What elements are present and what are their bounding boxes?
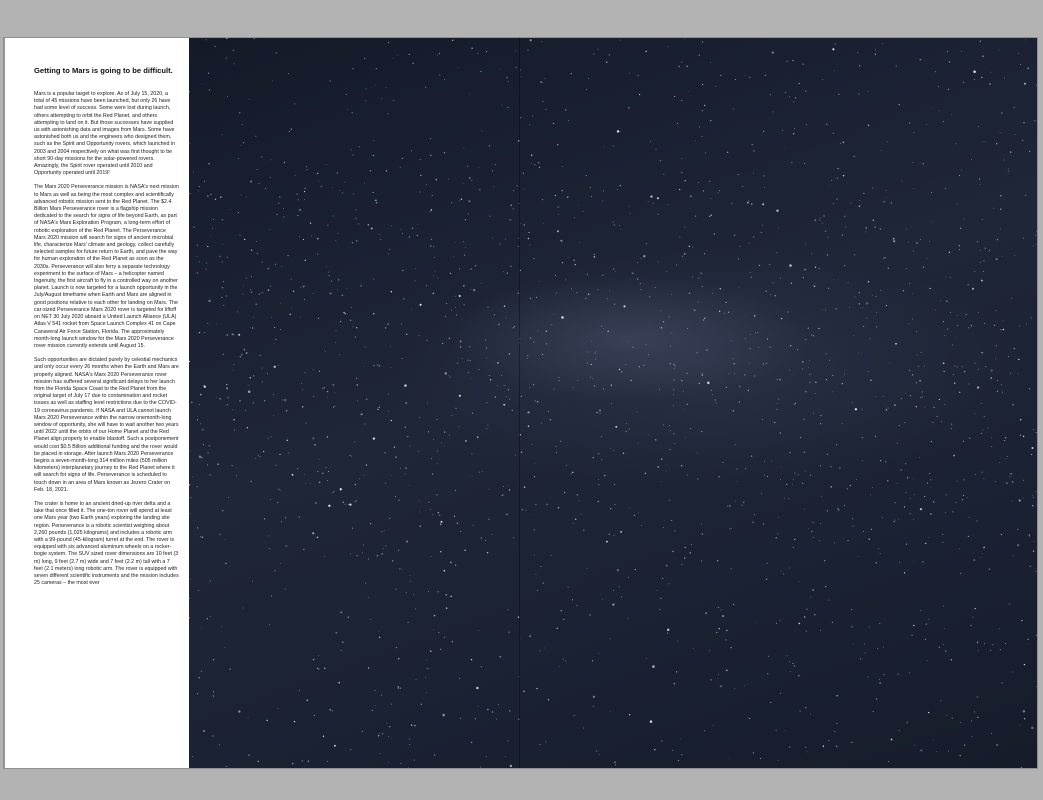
article-paragraph-1: Mars is a popular target to explore. As of July 15, 2020, a total of 45 missions have been launched, but only 26 have had some level of success. Some were lost during launch, others attempting to orbit the Red Planet, and others attempting to land on it. But those successes have supplied us with astonishing data and images from Mars. Some have astonished both us and the engineers who designed them, such as the Spirit and Opportunity rovers, which launched in 2003 and 2004 respectively on what was first thought to be short 90-day missions for the solar-powered rovers. Amazingly, the Spirit rover operated until 2010 and Opportunity operated until 2019! bbox=[34, 91, 176, 177]
starfield-image bbox=[189, 38, 1037, 768]
article-paragraph-2: The Mars 2020 Perseverance mission is NASA's next mission to Mars as well as being the most complex and scientifically advanced robotic mission sent to the Red Planet. The $2.4 Billion Mars Perseverance rover is a flagship mission dedicated to the search for signs of life beyond Earth, as part of NASA's Mars Exploration Program, a long-term effort of robotic exploration of the Red Planet. The Perseverance Mars 2020 mission will search for signs of ancient microbial life, characterize Mars' climate and geology, collect carefully selected samples for future return to Earth, and pave the way for human exploration of the Red Planet as soon as the 2030s. Perseverance will also ferry a separate technology experiment to the surface of Mars – a helicopter named Ingenuity, the first aircraft to fly in a controlled way on another planet. Launch is now targeted for a launch opportunity in the July/August timeframe when Earth and Mars are aligned in good positions relative to each other for landing on Mars. The car-sized Perseverance Mars 2020 rover is targeted for liftoff on NET 30 July 2020 aboard a United Launch Alliance (ULA) Atlas V 541 rocket from Space Launch Complex 41 on Cape Canaveral Air Force Station, Florida. The approximately month-long launch window for the Mars 2020 Perseverance rover mission currently extends until August 15. bbox=[34, 184, 179, 349]
starfield-stars bbox=[189, 38, 1037, 768]
article-paragraph-4: The crater is home to an ancient dried-up river delta and a lake that once filled it. The one-ton rover will spend at least one Mars year (two Earth years) exploring the landing site region. Perseverance is a robotic scientist weighing about 2,260 pounds (1,025 kilograms) and includes a robotic arm with a 99-pound (45-kilogram) turret at the end. The rover is equipped with six advanced aluminum wheels on a rocker-bogie system. The SUV sized rover dimensions are 10 feet (3 m) long, 9 feet (2.7 m) wide and 7 feet (2.2 m) tall with a 7 feet (2.1 meters) long robotic arm. The rover is equipped with seven different scientific instruments and the mission includes 25 cameras – the most ever bbox=[34, 500, 179, 587]
page-gutter bbox=[519, 38, 520, 768]
document-spread bbox=[4, 38, 1037, 768]
text-column bbox=[4, 38, 189, 768]
article-heading: Getting to Mars is going to be difficult. bbox=[34, 66, 173, 75]
article-paragraph-3: Such opportunities are dictated purely by celestial mechanics and only occur every 26 months when the Earth and Mars are properly aligned. NASA's Mars 2020 Perseverance rover mission has suffered several significant delays to her launch from the Florida Space Coast to the Red Planet from the original target of July 17 due to contamination and rocket issues as well as staffing level restrictions due to the COVID-19 coronavirus pandemic. If NASA and ULA cannot launch Mars 2020 Perseverance within the narrow onemonth-long window of opportunity, she will have to wait another two years until 2022 until the orbits of our Home Planet and the Red Planet align properly to enable blastoff. Such a postponement would cost $0.5 Billion additional funding and the rover would be placed in storage. After launch Mars 2020 Perseverance begins a seven-month-long 314 million miles (505 million kilometers) interplanetary journey to the Red Planet where it will search for signs of life. Perseverance is scheduled to touch down in an area of Mars known as Jezero Crater on Feb. 18, 2021. bbox=[34, 357, 179, 493]
